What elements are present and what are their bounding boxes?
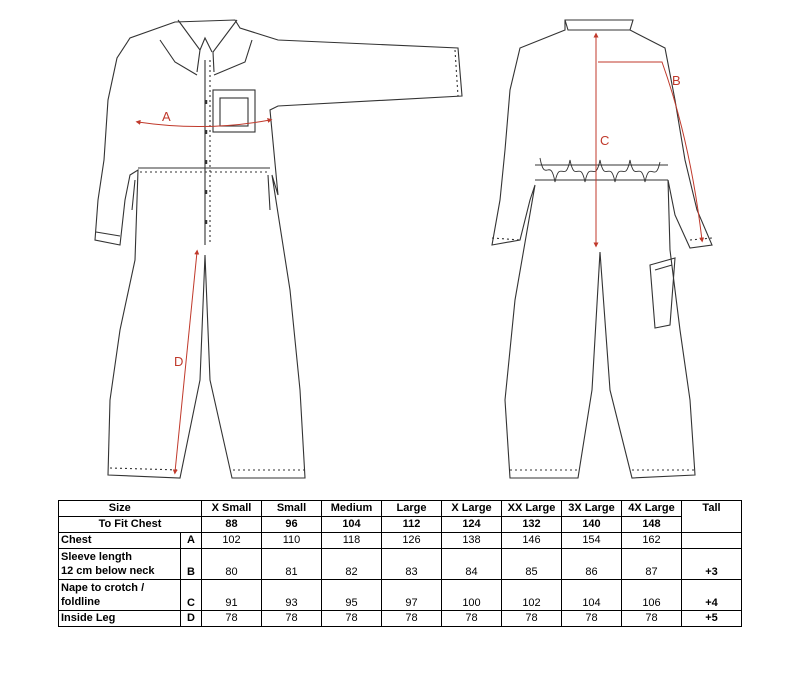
size-header: Size — [59, 501, 181, 517]
size-name: Small — [262, 501, 322, 517]
inside-leg-row — [59, 611, 742, 627]
size-name: X Large — [442, 501, 502, 517]
measure-lines — [138, 35, 702, 472]
size-chart-table — [58, 500, 742, 627]
nape-row — [59, 580, 742, 611]
row-value: 126 — [382, 533, 442, 549]
row-tall: +5 — [682, 611, 742, 627]
row-value: 138 — [442, 533, 502, 549]
row-value: 100 — [442, 580, 502, 611]
row-label: Chest — [59, 533, 181, 549]
row-sublabel: foldline — [61, 596, 101, 608]
row-value: 78 — [622, 611, 682, 627]
measure-d-label: D — [174, 354, 184, 369]
row-value: 102 — [202, 533, 262, 549]
row-value: 78 — [382, 611, 442, 627]
row-value: 146 — [502, 533, 562, 549]
row-tall: +3 — [682, 549, 742, 580]
size-name: XX Large — [502, 501, 562, 517]
row-value: 86 — [562, 549, 622, 580]
row-value: 97 — [382, 580, 442, 611]
row-label: Inside Leg — [59, 611, 181, 627]
row-label: Nape to crotch / — [61, 582, 145, 594]
row-value: 104 — [562, 580, 622, 611]
size-name: 3X Large — [562, 501, 622, 517]
size-name: 4X Large — [622, 501, 682, 517]
row-value: 87 — [622, 549, 682, 580]
row-value: 91 — [202, 580, 262, 611]
row-value: 78 — [562, 611, 622, 627]
fit-chest-value: 104 — [322, 517, 382, 533]
row-tall — [682, 533, 742, 549]
row-value: 78 — [202, 611, 262, 627]
size-name: X Small — [202, 501, 262, 517]
row-value: 118 — [322, 533, 382, 549]
row-value: 80 — [202, 549, 262, 580]
row-value: 95 — [322, 580, 382, 611]
row-value: 162 — [622, 533, 682, 549]
row-label: Sleeve length — [61, 551, 132, 563]
row-value: 106 — [622, 580, 682, 611]
front-view — [95, 20, 462, 478]
fit-chest-value: 112 — [382, 517, 442, 533]
measure-a-line — [138, 120, 270, 127]
row-value: 110 — [262, 533, 322, 549]
row-value: 81 — [262, 549, 322, 580]
size-header-row — [59, 501, 742, 517]
row-value: 154 — [562, 533, 622, 549]
row-code: A — [181, 533, 202, 549]
measure-a-label: A — [162, 109, 171, 124]
row-code: D — [181, 611, 202, 627]
fit-chest-value: 148 — [622, 517, 682, 533]
measure-c-label: C — [600, 133, 610, 148]
row-value: 102 — [502, 580, 562, 611]
fit-chest-label: To Fit Chest — [59, 517, 202, 533]
fit-chest-value: 96 — [262, 517, 322, 533]
measure-b-line — [598, 62, 702, 240]
sleeve-row — [59, 549, 742, 580]
back-view — [492, 20, 712, 478]
tall-header: Tall — [682, 501, 742, 517]
row-sublabel: 12 cm below neck — [61, 565, 155, 577]
row-label-cell — [59, 580, 181, 611]
fit-chest-value: 88 — [202, 517, 262, 533]
row-value: 78 — [262, 611, 322, 627]
fit-chest-value: 140 — [562, 517, 622, 533]
row-value: 78 — [502, 611, 562, 627]
row-tall: +4 — [682, 580, 742, 611]
row-value: 82 — [322, 549, 382, 580]
row-value: 78 — [442, 611, 502, 627]
row-value: 83 — [382, 549, 442, 580]
row-value: 93 — [262, 580, 322, 611]
measure-b-label: B — [672, 73, 681, 88]
row-value: 84 — [442, 549, 502, 580]
row-label-cell — [59, 549, 181, 580]
size-name: Medium — [322, 501, 382, 517]
fit-chest-value: 124 — [442, 517, 502, 533]
chest-row — [59, 533, 742, 549]
row-code: C — [181, 580, 202, 611]
row-value: 85 — [502, 549, 562, 580]
size-name: Large — [382, 501, 442, 517]
fit-chest-row — [59, 517, 742, 533]
row-code: B — [181, 549, 202, 580]
fit-chest-value: 132 — [502, 517, 562, 533]
row-value: 78 — [322, 611, 382, 627]
